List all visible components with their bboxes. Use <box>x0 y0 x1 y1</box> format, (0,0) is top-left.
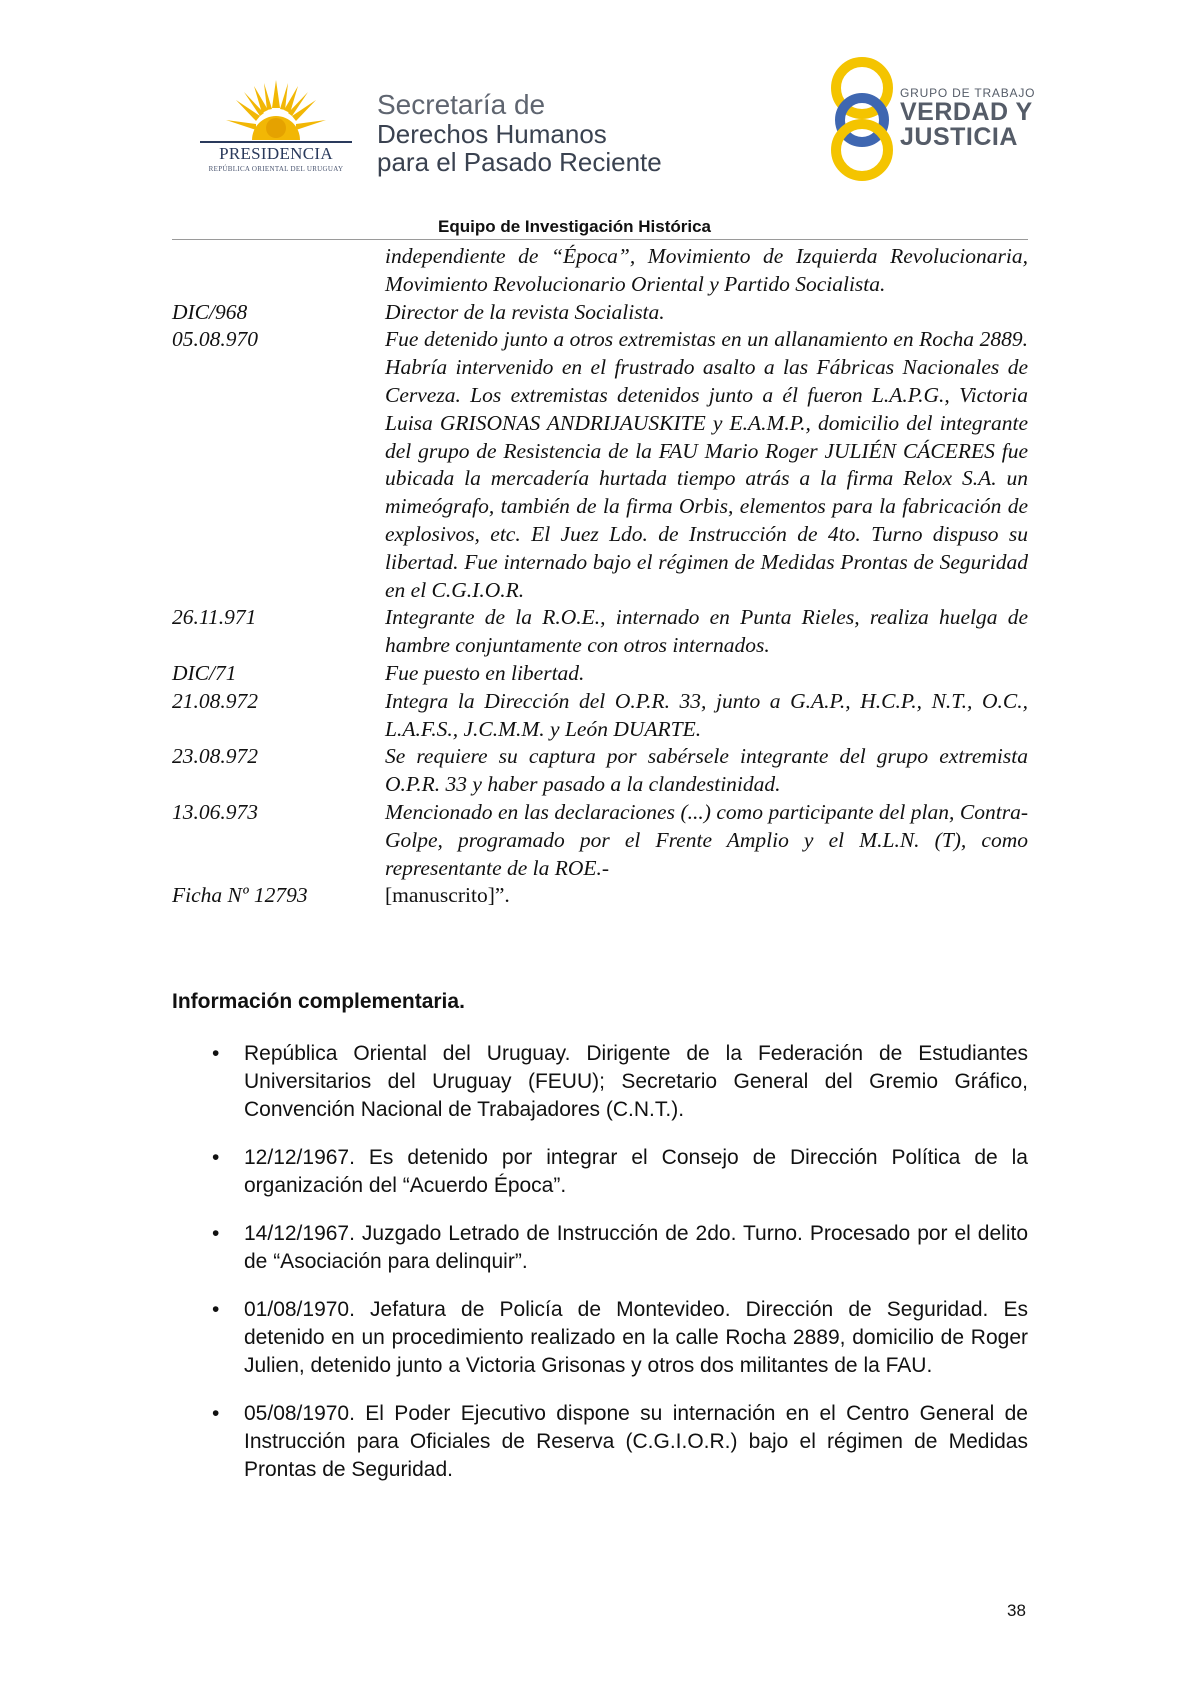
record-date: 26.11.971 <box>172 605 257 630</box>
secretaria-line1: Secretaría de <box>377 89 546 120</box>
record-date: 13.06.973 <box>172 799 258 824</box>
record-date <box>172 243 385 299</box>
list-item <box>172 1040 1028 1124</box>
record-row <box>172 743 1028 799</box>
team-title: Equipo de Investigación Histórica <box>438 217 711 236</box>
page-number: 38 <box>1007 1601 1026 1620</box>
record-text: Integrante de la R.O.E., internado en Punta Rieles, realiza huelga de hambre conjuntamente con otros internados. <box>385 605 1028 658</box>
sun-emblem-icon <box>196 78 356 144</box>
record-text: independiente de “Época”, Movimiento de Izquierda Revolucionaria, Movimiento Revolucionario Oriental y Partido Socialista. <box>385 244 1028 296</box>
bullet-icon: • <box>212 1146 220 1169</box>
record-row <box>172 799 1028 882</box>
record-row <box>172 299 1028 327</box>
record-row <box>172 243 1028 299</box>
presidencia-logo <box>196 78 356 178</box>
header-divider <box>172 239 1028 240</box>
section-title: Información complementaria. <box>172 990 465 1013</box>
record-row <box>172 660 1028 688</box>
record-text: Fue puesto en libertad. <box>385 660 585 685</box>
list-item-text: 12/12/1967. Es detenido por integrar el Consejo de Dirección Política de la organización del “Acuerdo Época”. <box>244 1146 1028 1197</box>
record-text: Fue detenido junto a otros extremistas en un allanamiento en Rocha 2889. Habría intervenido en el frustrado asalto a las Fábricas Nacionales de Cerveza. Los extremistas detenidos junto a él fueron L.A.P.G., Victoria Luisa GRISONAS ANDRIJAUSKITE y E.A.M.P., domicilio del integrante del grupo de Resistencia de la FAU Mario Roger JULIÉN CÁCERES fue ubicada la mercadería hurtada tiempo atrás a la firma Relox S.A. un mimeógrafo, también de la firma Orbis, elementos para la fabricación de explosivos, etc. El Juez Ldo. de Instrucción de 4to. Turno dispuso su libertad. Fue internado bajo el régimen de Medidas Prontas de Seguridad en el C.G.I.O.R. <box>385 327 1028 602</box>
list-item <box>172 1144 1028 1200</box>
record-date: 21.08.972 <box>172 688 258 713</box>
list-item-text: 01/08/1970. Jefatura de Policía de Montevideo. Dirección de Seguridad. Es detenido en un procedimiento realizado en la calle Rocha 2889, domicilio de Roger Julien, detenido junto a Victoria Grisonas y otros dos militantes de la FAU. <box>244 1298 1028 1377</box>
verdad-justicia-logo-text <box>900 86 1035 150</box>
grupo-line3: JUSTICIA <box>900 123 1018 151</box>
records-table <box>172 243 1028 910</box>
bullet-icon: • <box>212 1298 220 1321</box>
record-date: DIC/71 <box>172 660 237 685</box>
record-date: 23.08.972 <box>172 744 258 769</box>
record-text: Director de la revista Socialista. <box>385 299 665 324</box>
bullet-icon: • <box>212 1402 220 1425</box>
record-text: Se requiere su captura por sabérsele integrante del grupo extremista O.P.R. 33 y haber pasado a la clandestinidad. <box>385 744 1028 797</box>
secretaria-logo-text <box>377 90 662 176</box>
presidencia-subtitle: REPÚBLICA ORIENTAL DEL URUGUAY <box>208 165 344 173</box>
secretaria-line2: Derechos Humanos <box>377 119 607 149</box>
grupo-line2: VERDAD Y <box>900 98 1033 126</box>
record-date: DIC/968 <box>172 299 248 324</box>
record-row <box>172 326 1028 604</box>
presidencia-rule <box>200 141 352 143</box>
record-date: 05.08.970 <box>172 327 258 352</box>
list-item-text: República Oriental del Uruguay. Dirigente de la Federación de Estudiantes Universitarios del Uruguay (FEUU); Secretario General del Gremio Gráfico, Convención Nacional de Trabajadores (C.N.T.). <box>244 1042 1028 1121</box>
list-item <box>172 1400 1028 1484</box>
record-row <box>172 688 1028 744</box>
record-date: Ficha Nº 12793 <box>172 883 308 908</box>
record-row <box>172 882 1028 910</box>
list-item-text: 14/12/1967. Juzgado Letrado de Instrucción de 2do. Turno. Procesado por el delito de “Asociación para delinquir”. <box>244 1222 1028 1273</box>
record-text: Mencionado en las declaraciones (...) como participante del plan, Contra-Golpe, programado por el Frente Amplio y el M.L.N. (T), como representante de la ROE.- <box>385 799 1028 880</box>
bullet-icon: • <box>212 1042 220 1065</box>
secretaria-line3: para el Pasado Reciente <box>377 147 662 177</box>
verdad-justicia-rings-icon <box>822 56 902 182</box>
presidencia-name: PRESIDENCIA <box>219 144 333 163</box>
bullet-icon: • <box>212 1222 220 1245</box>
record-text: Integra la Dirección del O.P.R. 33, junto a G.A.P., H.C.P., N.T., O.C., L.A.F.S., J.C.M.M. y León DUARTE. <box>385 688 1028 741</box>
list-item <box>172 1296 1028 1380</box>
grupo-line1: GRUPO DE TRABAJO <box>900 86 1036 100</box>
complementary-list <box>172 1040 1028 1504</box>
record-row <box>172 604 1028 660</box>
record-text: [manuscrito]”. <box>385 883 510 908</box>
list-item-text: 05/08/1970. El Poder Ejecutivo dispone su internación en el Centro General de Instrucción para Oficiales de Reserva (C.G.I.O.R.) bajo el régimen de Medidas Prontas de Seguridad. <box>244 1402 1028 1481</box>
list-item <box>172 1220 1028 1276</box>
